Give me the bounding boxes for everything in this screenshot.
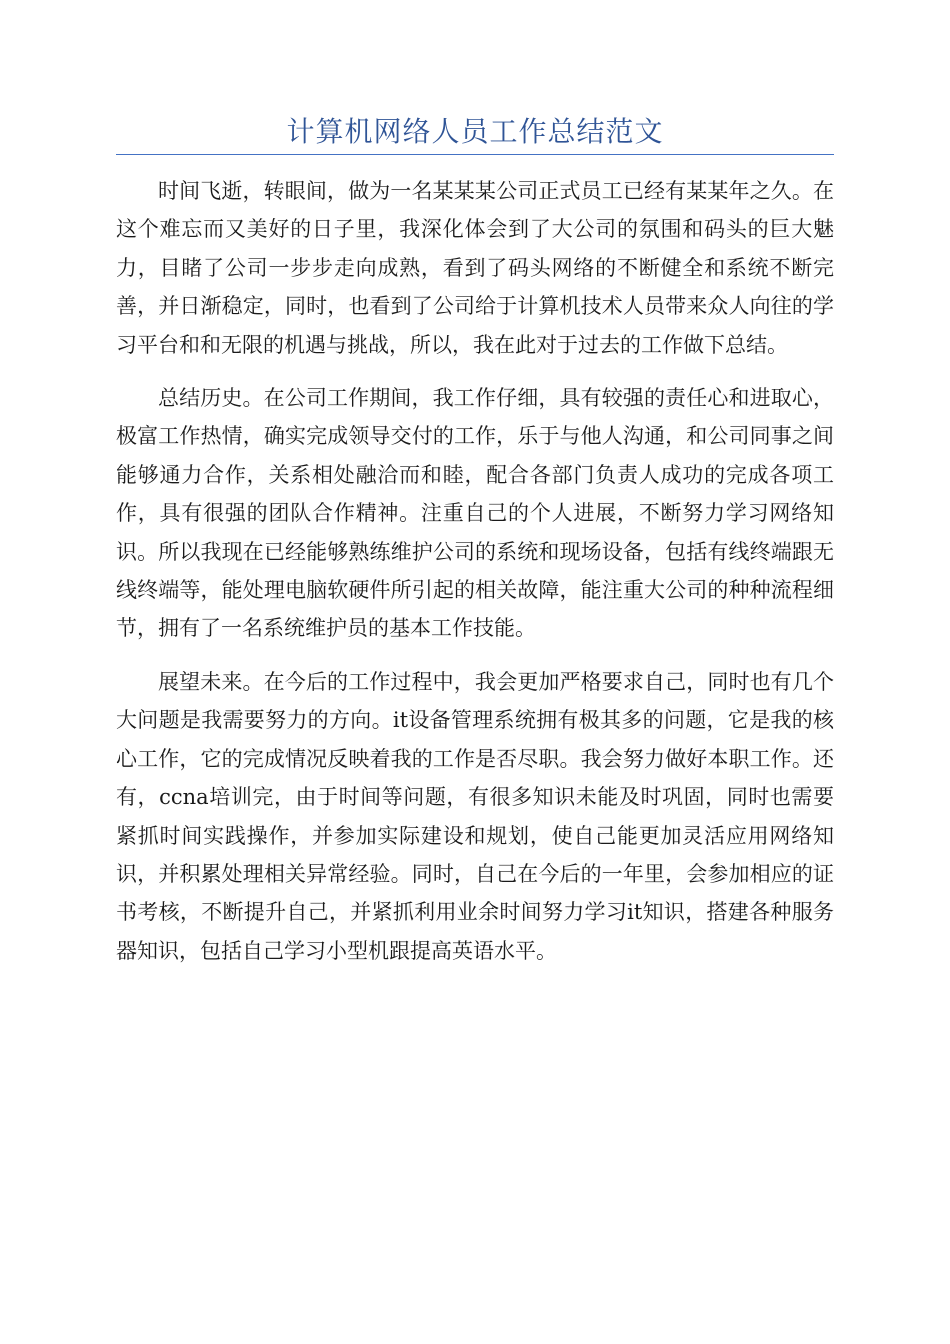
paragraph-intro: 时间飞逝，转眼间，做为一名某某某公司正式员工已经有某某年之久。在这个难忘而又美好的日子里，我深化体会到了大公司的氛围和码头的巨大魅力，目睹了公司一步步走向成熟，看到了码头网络的不断健全和系统不断完善，并日渐稳定，同时，也看到了公司给于计算机技术人员带来众人向往的学习平台和和无限的机遇与挑战，所以，我在此对于过去的工作做下总结。: [116, 179, 834, 357]
document-title: 计算机网络人员工作总结范文: [286, 115, 664, 148]
paragraph-history-summary: 总结历史。在公司工作期间，我工作仔细，具有较强的责任心和进取心，极富工作热情，确实完成领导交付的工作，乐于与他人沟通，和公司同事之间能够通力合作，关系相处融洽而和睦，配合各部门负责人成功的完成各项工作，具有很强的团队合作精神。注重自己的个人进展，不断努力学习网络知识。所以我现在已经能够熟练维护公司的系统和现场设备，包括有线终端跟无线终端等，能处理电脑软硬件所引起的相关故障，能注重大公司的种种流程细节，拥有了一名系统维护员的基本工作技能。: [116, 386, 834, 641]
paragraph-future-outlook: 展望未来。在今后的工作过程中，我会更加严格要求自己，同时也有几个大问题是我需要努力的方向。it设备管理系统拥有极其多的问题，它是我的核心工作，它的完成情况反映着我的工作是否尽职。我会努力做好本职工作。还有，ccna培训完，由于时间等问题，有很多知识未能及时巩固，同时也需要紧抓时间实践操作，并参加实际建设和规划，使自己能更加灵活应用网络知识，并积累处理相关异常经验。同时，自己在今后的一年里，会参加相应的证书考核，不断提升自己，并紧抓利用业余时间努力学习it知识，搭建各种服务器知识，包括自己学习小型机跟提高英语水平。: [116, 669, 834, 963]
document-body: [116, 172, 834, 985]
title-underline: [116, 154, 834, 155]
